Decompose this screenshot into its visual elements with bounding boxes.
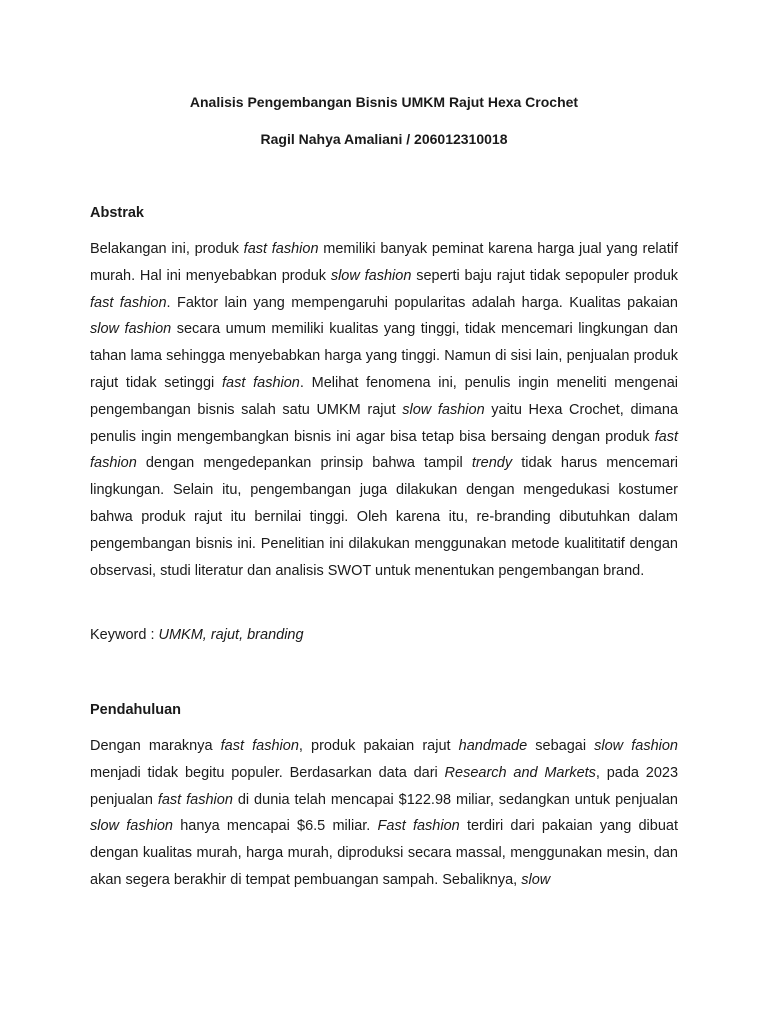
italic-term: slow fashion [330,267,412,284]
italic-term: trendy [471,455,513,472]
italic-term: handmade [458,738,528,754]
text-run: . Melihat fenomena ini, penulis ingin meneliti mengenai pengembangan bisnis salah satu UMKM rajut [90,374,678,418]
author-line: Ragil Nahya Amaliani / 206012310018 [260,131,508,147]
text-run: menjadi tidak begitu populer. Berdasarkan data dari [90,764,445,781]
text-run: seperti baju rajut tidak sepopuler produk [411,267,679,284]
text-run: yaitu Hexa Crochet, dimana penulis ingin mengembangkan bisnis ini agar bisa tetap bisa bersaing dengan produk [90,401,679,445]
italic-term: fast fashion [243,241,319,257]
paper-title: Analisis Pengembangan Bisnis UMKM Rajut Hexa Crochet [189,94,579,110]
italic-term: fast fashion [90,294,167,311]
text-run: Dengan maraknya [90,738,221,754]
text-run: secara umum memiliki kualitas yang tinggi, tidak mencemari lingkungan dan tahan lama sehingga menyebabkan harga yang tinggi. Namun di sisi lain, penjualan produk rajut tidak setinggi [90,321,678,391]
italic-term: Fast fashion [377,818,460,835]
text-run: , produk pakaian rajut [298,738,459,754]
italic-term: fast fashion [220,738,299,754]
italic-term: slow fashion [594,738,678,754]
italic-term: Research and Markets [444,764,596,781]
italic-term: fast fashion [157,791,233,808]
keyword-line [90,627,304,643]
text-run: dengan mengedepankan prinsip bahwa tampil [136,455,472,472]
text-run: tidak harus mencemari lingkungan. Selain itu, pengembangan juga dilakukan dengan mengedukasi kostumer bahwa produk rajut itu bernilai tinggi. Oleh karena itu, re-branding dibutuhkan dalam pengembangan bisnis ini. Penelitian ini dilakukan menggunakan metode kualititatif dengan observasi, studi literatur dan analisis SWOT untuk menentukan pengembangan brand. [90,455,678,579]
text-run: , pada 2023 penjualan [90,764,679,808]
text-run: sebagai [527,738,595,754]
italic-term: slow fashion [90,321,172,338]
italic-term: slow fashion [402,401,485,418]
keyword-label: Keyword : [90,627,159,643]
text-run: hanya mencapai $6.5 miliar. [172,818,378,835]
abstract-paragraph [90,236,678,584]
abstract-heading: Abstrak [90,205,144,221]
text-run: Belakangan ini, produk [90,241,244,257]
italic-term: fast fashion [222,374,300,391]
italic-term: fast fashion [90,428,678,472]
text-run: memiliki banyak peminat karena harga jual yang relatif murah. Hal ini menyebabkan produk [90,241,678,284]
text-run: . Faktor lain yang mempengaruhi popularitas adalah harga. Kualitas pakaian [166,294,678,311]
text-run: terdiri dari pakaian yang dibuat dengan kualitas murah, harga murah, diproduksi secara massal, menggunakan mesin, dan akan segera berakhir di tempat pembuangan sampah. Sebaliknya, [90,818,678,888]
italic-term: slow fashion [90,818,173,835]
keyword-values: UMKM, rajut, branding [158,627,304,643]
italic-term: slow [521,871,551,888]
intro-heading: Pendahuluan [90,702,182,718]
text-run: di dunia telah mencapai $122.98 miliar, sedangkan untuk penjualan [232,791,678,808]
intro-paragraph [90,733,678,894]
